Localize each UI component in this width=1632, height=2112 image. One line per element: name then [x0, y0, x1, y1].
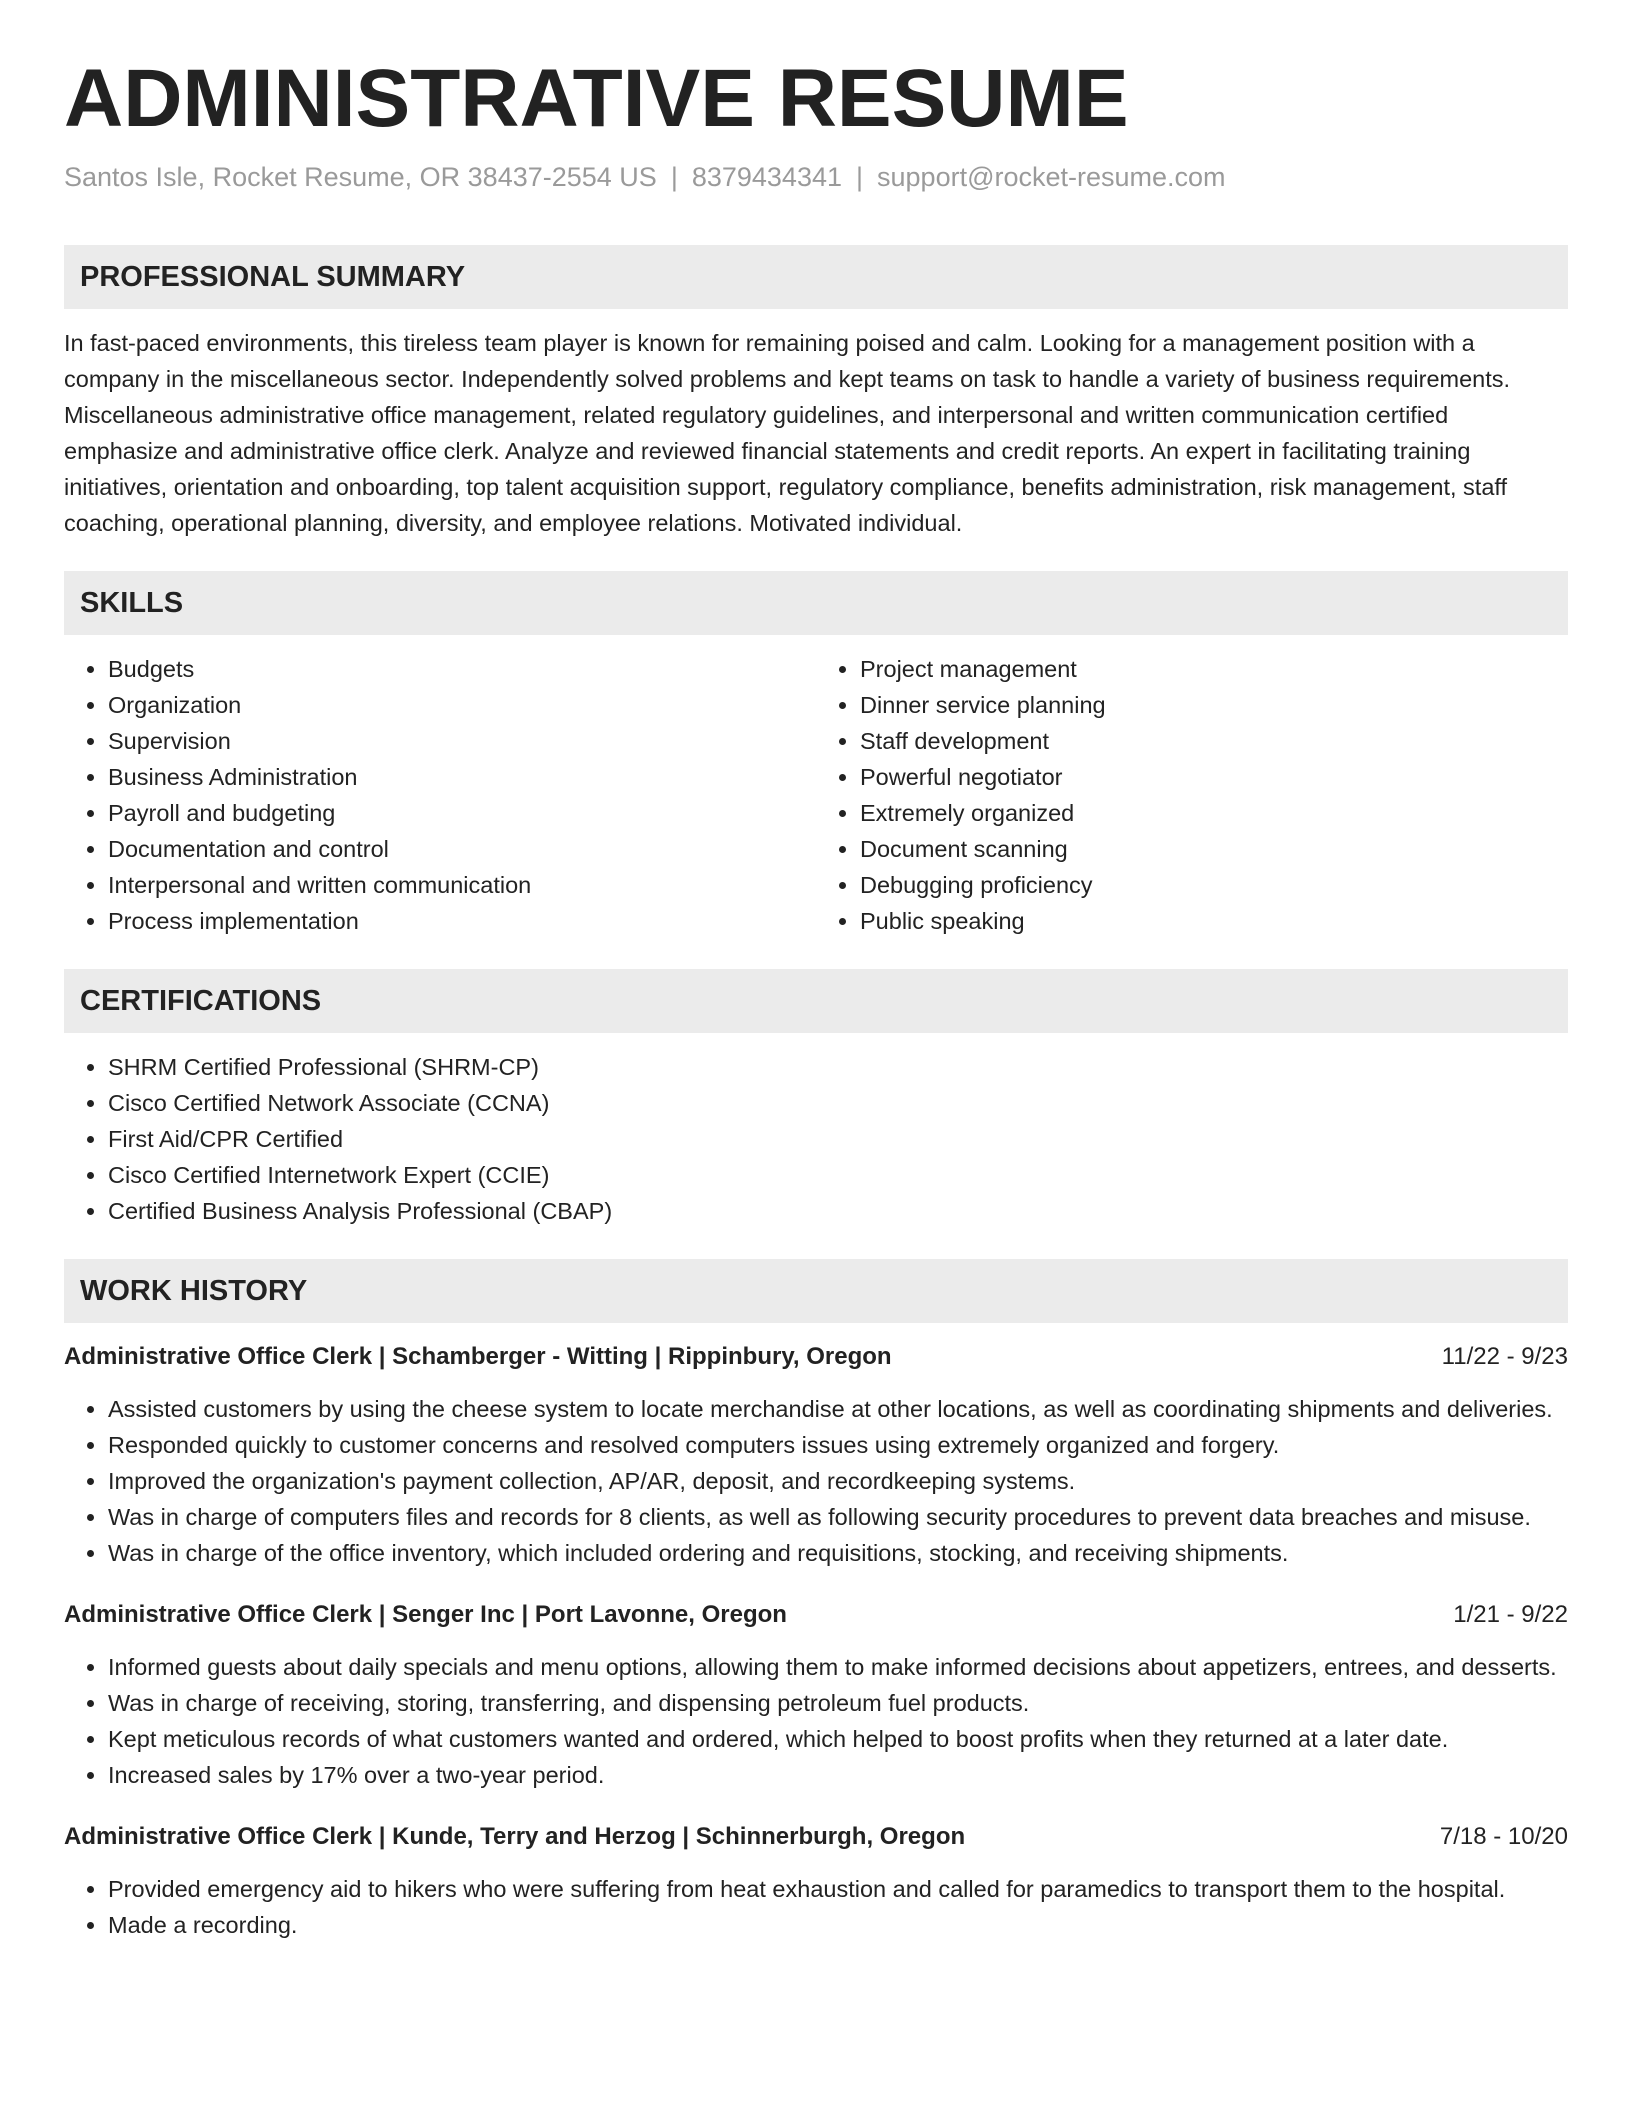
skill-item: • Documentation and control — [108, 831, 816, 867]
certifications-list — [64, 1049, 1568, 1229]
job-title: Administrative Office Clerk | Kunde, Terry and Herzog | Schinnerburgh, Oregon — [64, 1823, 966, 1851]
job-dates: 11/22 - 9/23 — [1441, 1343, 1568, 1371]
skills-heading: SKILLS — [64, 571, 1568, 635]
job-duty-item: • Was in charge of computers files and records for 8 clients, as well as following security procedures to prevent data breaches and misuse. — [108, 1499, 1568, 1535]
contact-separator: | — [856, 162, 864, 193]
job-entry — [64, 1597, 1568, 1793]
certification-item: • Certified Business Analysis Professional (CBAP) — [108, 1193, 1568, 1229]
job-duty-item: • Provided emergency aid to hikers who were suffering from heat exhaustion and called for paramedics to transport them to the hospital. — [108, 1871, 1568, 1907]
contact-phone: 8379434341 — [691, 162, 842, 193]
job-duty-item: • Was in charge of the office inventory, which included ordering and requisitions, stocking, and receiving shipments. — [108, 1535, 1568, 1571]
professional-summary-heading: PROFESSIONAL SUMMARY — [64, 245, 1568, 309]
job-duty-item: • Increased sales by 17% over a two-year period. — [108, 1757, 1568, 1793]
skills-list — [64, 651, 1568, 939]
skill-item: • Dinner service planning — [860, 687, 1568, 723]
skill-item: • Extremely organized — [860, 795, 1568, 831]
contact-separator: | — [670, 162, 678, 193]
skill-item: • Business Administration — [108, 759, 816, 795]
skill-item: • Supervision — [108, 723, 816, 759]
job-duty-item: • Improved the organization's payment collection, AP/AR, deposit, and recordkeeping systems. — [108, 1463, 1568, 1499]
work-history-heading: WORK HISTORY — [64, 1259, 1568, 1323]
skill-item: • Public speaking — [860, 903, 1568, 939]
job-duty-item: • Was in charge of receiving, storing, transferring, and dispensing petroleum fuel products. — [108, 1685, 1568, 1721]
contact-email: support@rocket-resume.com — [877, 162, 1226, 193]
certification-item: • SHRM Certified Professional (SHRM-CP) — [108, 1049, 1568, 1085]
skill-item: • Debugging proficiency — [860, 867, 1568, 903]
skills-column-left — [64, 651, 816, 939]
job-duty-item: • Assisted customers by using the cheese system to locate merchandise at other locations, as well as coordinating shipments and deliveries. — [108, 1391, 1568, 1427]
skill-item: • Project management — [860, 651, 1568, 687]
job-dates: 7/18 - 10/20 — [1439, 1823, 1568, 1851]
skill-item: • Organization — [108, 687, 816, 723]
skill-item: • Staff development — [860, 723, 1568, 759]
certification-item: • First Aid/CPR Certified — [108, 1121, 1568, 1157]
job-duties — [64, 1871, 1568, 1943]
job-header — [64, 1819, 1568, 1855]
skill-item: • Payroll and budgeting — [108, 795, 816, 831]
skills-column-right — [816, 651, 1568, 939]
job-duty-item: • Kept meticulous records of what customers wanted and ordered, which helped to boost profits when they returned at a later date. — [108, 1721, 1568, 1757]
job-dates: 1/21 - 9/22 — [1453, 1601, 1568, 1629]
job-title: Administrative Office Clerk | Senger Inc | Port Lavonne, Oregon — [64, 1601, 787, 1629]
job-duty-item: • Made a recording. — [108, 1907, 1568, 1943]
job-title: Administrative Office Clerk | Schamberger - Witting | Rippinbury, Oregon — [64, 1343, 892, 1371]
resume-title: ADMINISTRATIVE RESUME — [64, 53, 1129, 144]
job-duties — [64, 1391, 1568, 1571]
certifications-heading: CERTIFICATIONS — [64, 969, 1568, 1033]
job-entry — [64, 1339, 1568, 1571]
job-header — [64, 1597, 1568, 1633]
skill-item: • Budgets — [108, 651, 816, 687]
skill-item: • Powerful negotiator — [860, 759, 1568, 795]
skill-item: • Interpersonal and written communication — [108, 867, 816, 903]
contact-line — [64, 160, 1568, 195]
professional-summary-text: In fast-paced environments, this tireless team player is known for remaining poised and calm. Looking for a management position with a company in the miscellaneous sector. Independently solved problems and kept teams on task to handle a variety of business requirements. Miscellaneous administrative office management, related regulatory guidelines, and interpersonal and written communication certified emphasize and administrative office clerk. Analyze and reviewed financial statements and credit reports. An expert in facilitating training initiatives, orientation and onboarding, top talent acquisition support, regulatory compliance, benefits administration, risk management, staff coaching, operational planning, diversity, and employee relations. Motivated individual. — [64, 330, 1511, 537]
contact-address: Santos Isle, Rocket Resume, OR 38437-2554 US — [64, 162, 657, 193]
certification-item: • Cisco Certified Internetwork Expert (CCIE) — [108, 1157, 1568, 1193]
skill-item: • Process implementation — [108, 903, 816, 939]
job-duties — [64, 1649, 1568, 1793]
certification-item: • Cisco Certified Network Associate (CCNA) — [108, 1085, 1568, 1121]
skill-item: • Document scanning — [860, 831, 1568, 867]
job-entry — [64, 1819, 1568, 1943]
job-duty-item: • Responded quickly to customer concerns and resolved computers issues using extremely organized and forgery. — [108, 1427, 1568, 1463]
job-duty-item: • Informed guests about daily specials and menu options, allowing them to make informed decisions about appetizers, entrees, and desserts. — [108, 1649, 1568, 1685]
job-header — [64, 1339, 1568, 1375]
